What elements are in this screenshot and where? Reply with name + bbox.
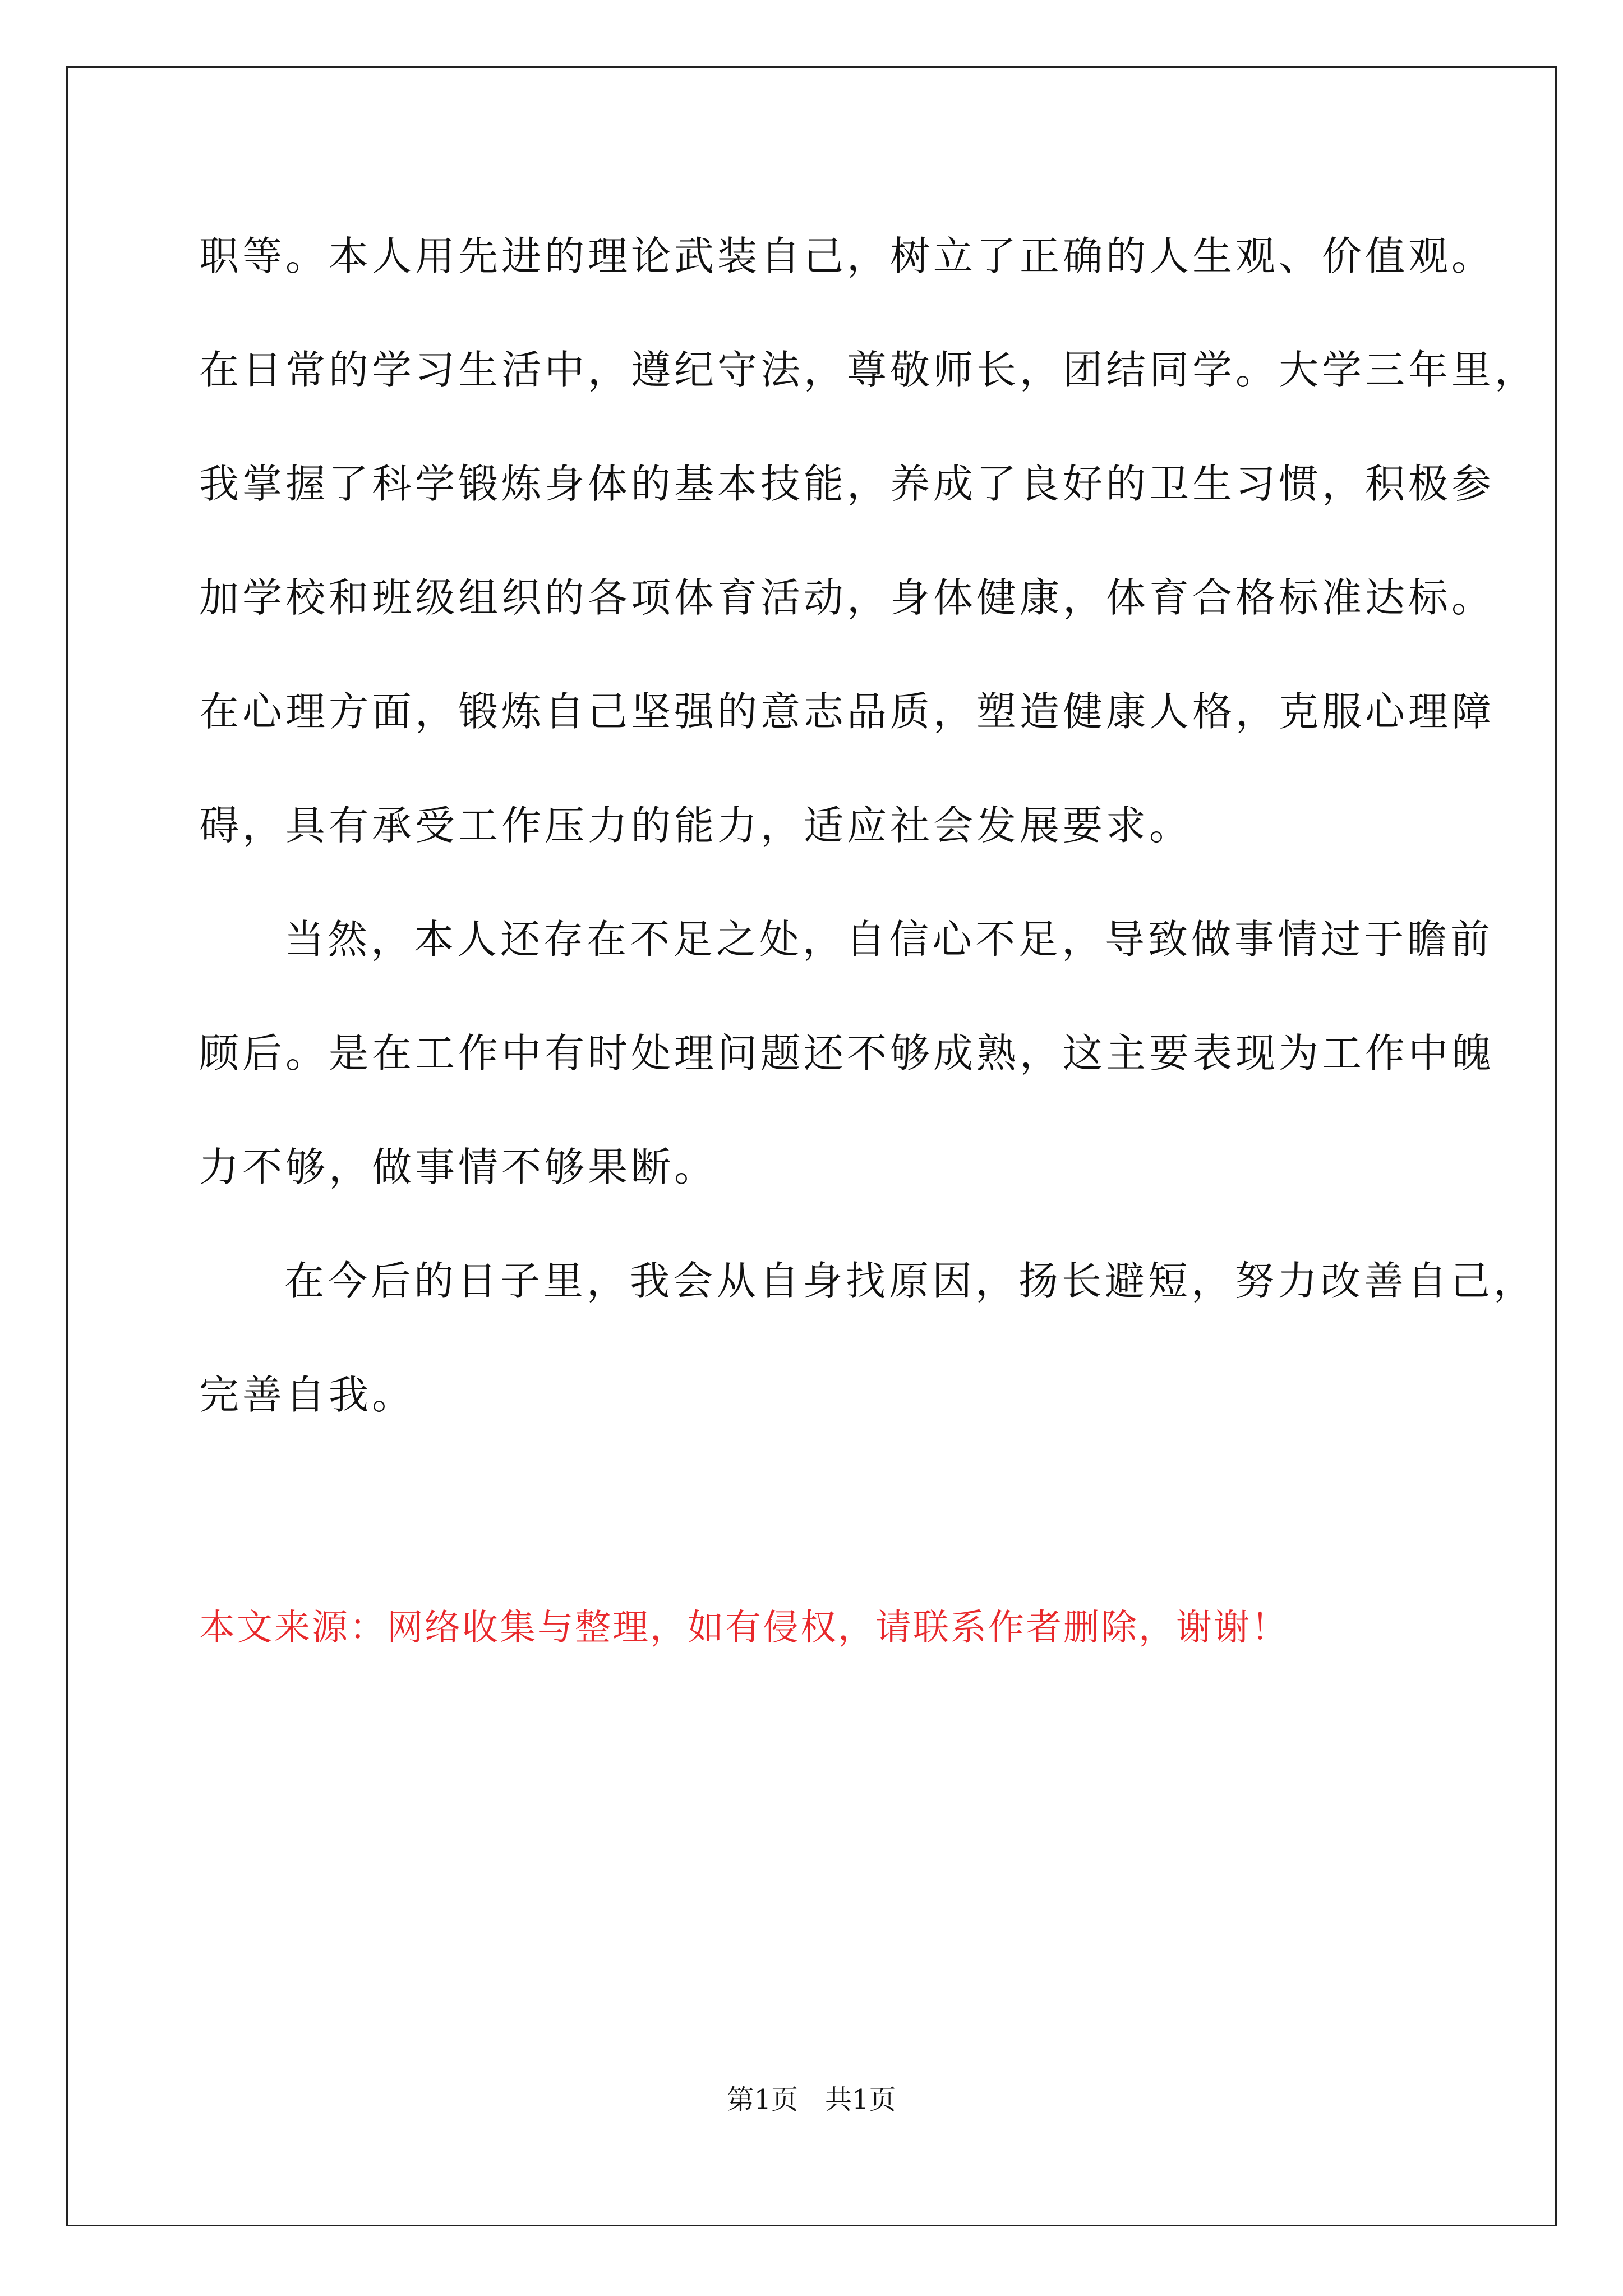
text-line: 加学校和班级组织的各项体育活动，身体健康，体育合格标准达标。 — [199, 574, 1495, 621]
text-line-paragraph-start: 当然，本人还存在不足之处，自信心不足，导致做事情过于瞻前 — [284, 916, 1494, 963]
text-line: 我掌握了科学锻炼身体的基本技能，养成了良好的卫生习惯，积极参 — [199, 461, 1495, 507]
text-line: 碍，具有承受工作压力的能力，适应社会发展要求。 — [199, 802, 1193, 849]
document-body — [199, 199, 1538, 1452]
text-line: 顾后。是在工作中有时处理问题还不够成熟，这主要表现为工作中魄 — [199, 1030, 1495, 1076]
text-line: 在心理方面，锻炼自己坚强的意志品质，塑造健康人格，克服心理障 — [199, 688, 1495, 735]
source-disclaimer: 本文来源：网络收集与整理，如有侵权，请联系作者删除，谢谢！ — [199, 1607, 1289, 1649]
page-number-footer: 第1页 共1页 — [727, 2084, 896, 2115]
text-line: 职等。本人用先进的理论武装自己，树立了正确的人生观、价值观。 — [199, 233, 1495, 279]
text-line: 力不够，做事情不够果断。 — [199, 1144, 718, 1190]
text-line-paragraph-start: 在今后的日子里，我会从自身找原因，扬长避短，努力改善自己， — [284, 1258, 1537, 1304]
text-line: 在日常的学习生活中，遵纪守法，尊敬师长，团结同学。大学三年里， — [199, 347, 1538, 393]
text-line: 完善自我。 — [199, 1372, 416, 1418]
